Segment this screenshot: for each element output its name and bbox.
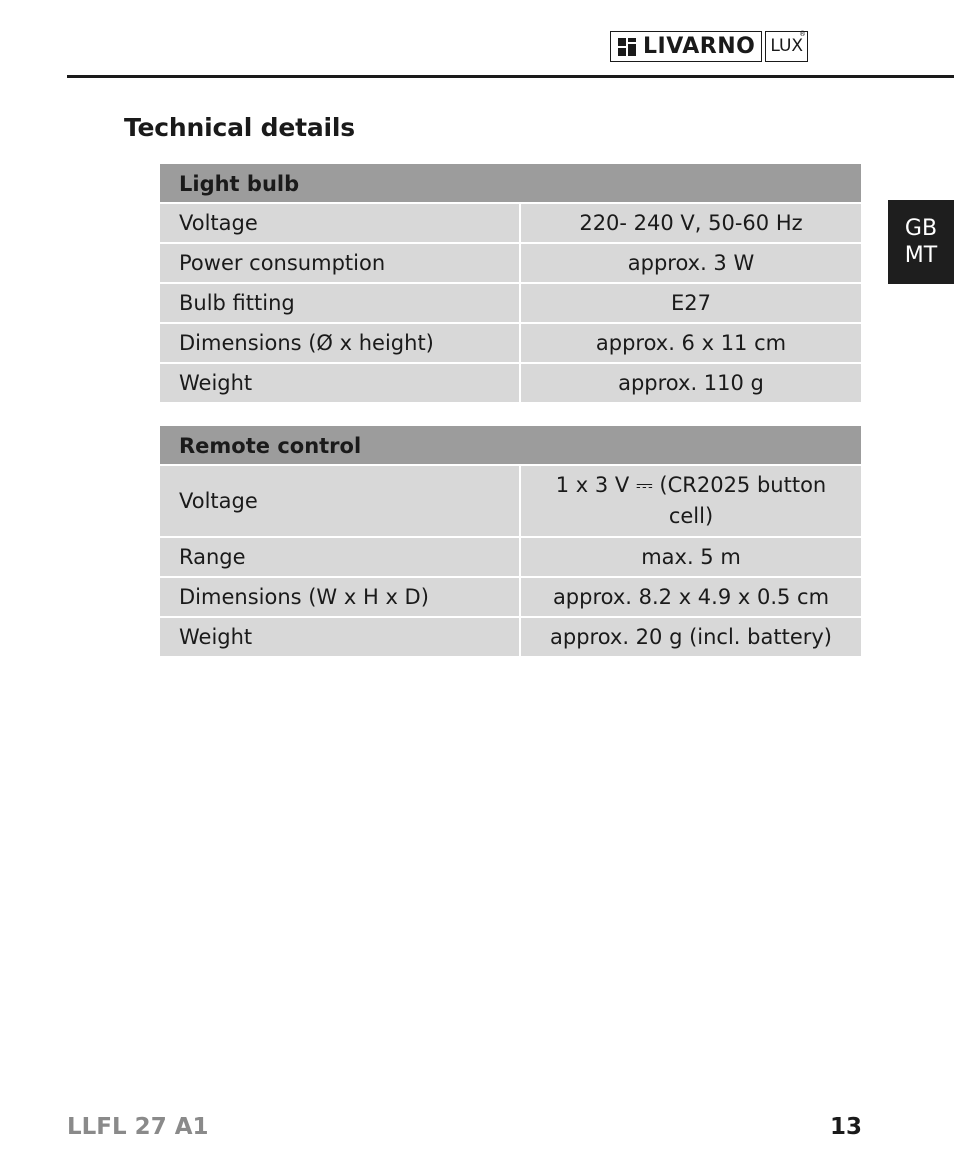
table-row (160, 538, 861, 576)
brand-name: LIVARNO (643, 34, 756, 59)
model-number: LLFL 27 A1 (67, 1114, 209, 1140)
brand-suffix-text: LUX (770, 36, 804, 56)
header-rule (67, 75, 954, 78)
language-code-mt: MT (904, 243, 938, 268)
row-label: Weight (160, 364, 519, 402)
row-label: Bulb fitting (160, 284, 519, 322)
row-label: Dimensions (Ø x height) (160, 324, 519, 362)
row-value: approx. 6 x 11 cm (521, 324, 861, 362)
row-value: max. 5 m (521, 538, 861, 576)
language-code-gb: GB (904, 216, 938, 241)
light-bulb-table (160, 164, 861, 402)
page-title: Technical details (124, 113, 355, 142)
language-tab (888, 200, 954, 284)
table-row (160, 204, 861, 242)
brand-suffix (765, 31, 808, 62)
table-row (160, 244, 861, 282)
row-label: Voltage (160, 204, 519, 242)
brand-logo-main (610, 31, 762, 62)
row-label: Weight (160, 618, 519, 656)
table-heading: Light bulb (160, 164, 861, 202)
brand-logo (610, 31, 808, 63)
row-label: Power consumption (160, 244, 519, 282)
table-heading: Remote control (160, 426, 861, 464)
table-row (160, 466, 861, 536)
table-row (160, 618, 861, 656)
table-row (160, 284, 861, 322)
row-value: 220- 240 V, 50-60 Hz (521, 204, 861, 242)
registered-mark: ® (799, 30, 807, 38)
row-label: Voltage (160, 466, 519, 536)
table-row (160, 578, 861, 616)
row-value: approx. 20 g (incl. battery) (521, 618, 861, 656)
row-value: E27 (521, 284, 861, 322)
table-row (160, 324, 861, 362)
row-label: Range (160, 538, 519, 576)
brand-mark-icon (618, 38, 636, 56)
page-number: 13 (829, 1114, 862, 1140)
table-row (160, 364, 861, 402)
row-value: approx. 110 g (521, 364, 861, 402)
row-label: Dimensions (W x H x D) (160, 578, 519, 616)
row-value: approx. 3 W (521, 244, 861, 282)
remote-control-table (160, 426, 861, 656)
row-value: 1 x 3 V ⎓ (CR2025 button cell) (521, 466, 861, 536)
row-value: approx. 8.2 x 4.9 x 0.5 cm (521, 578, 861, 616)
